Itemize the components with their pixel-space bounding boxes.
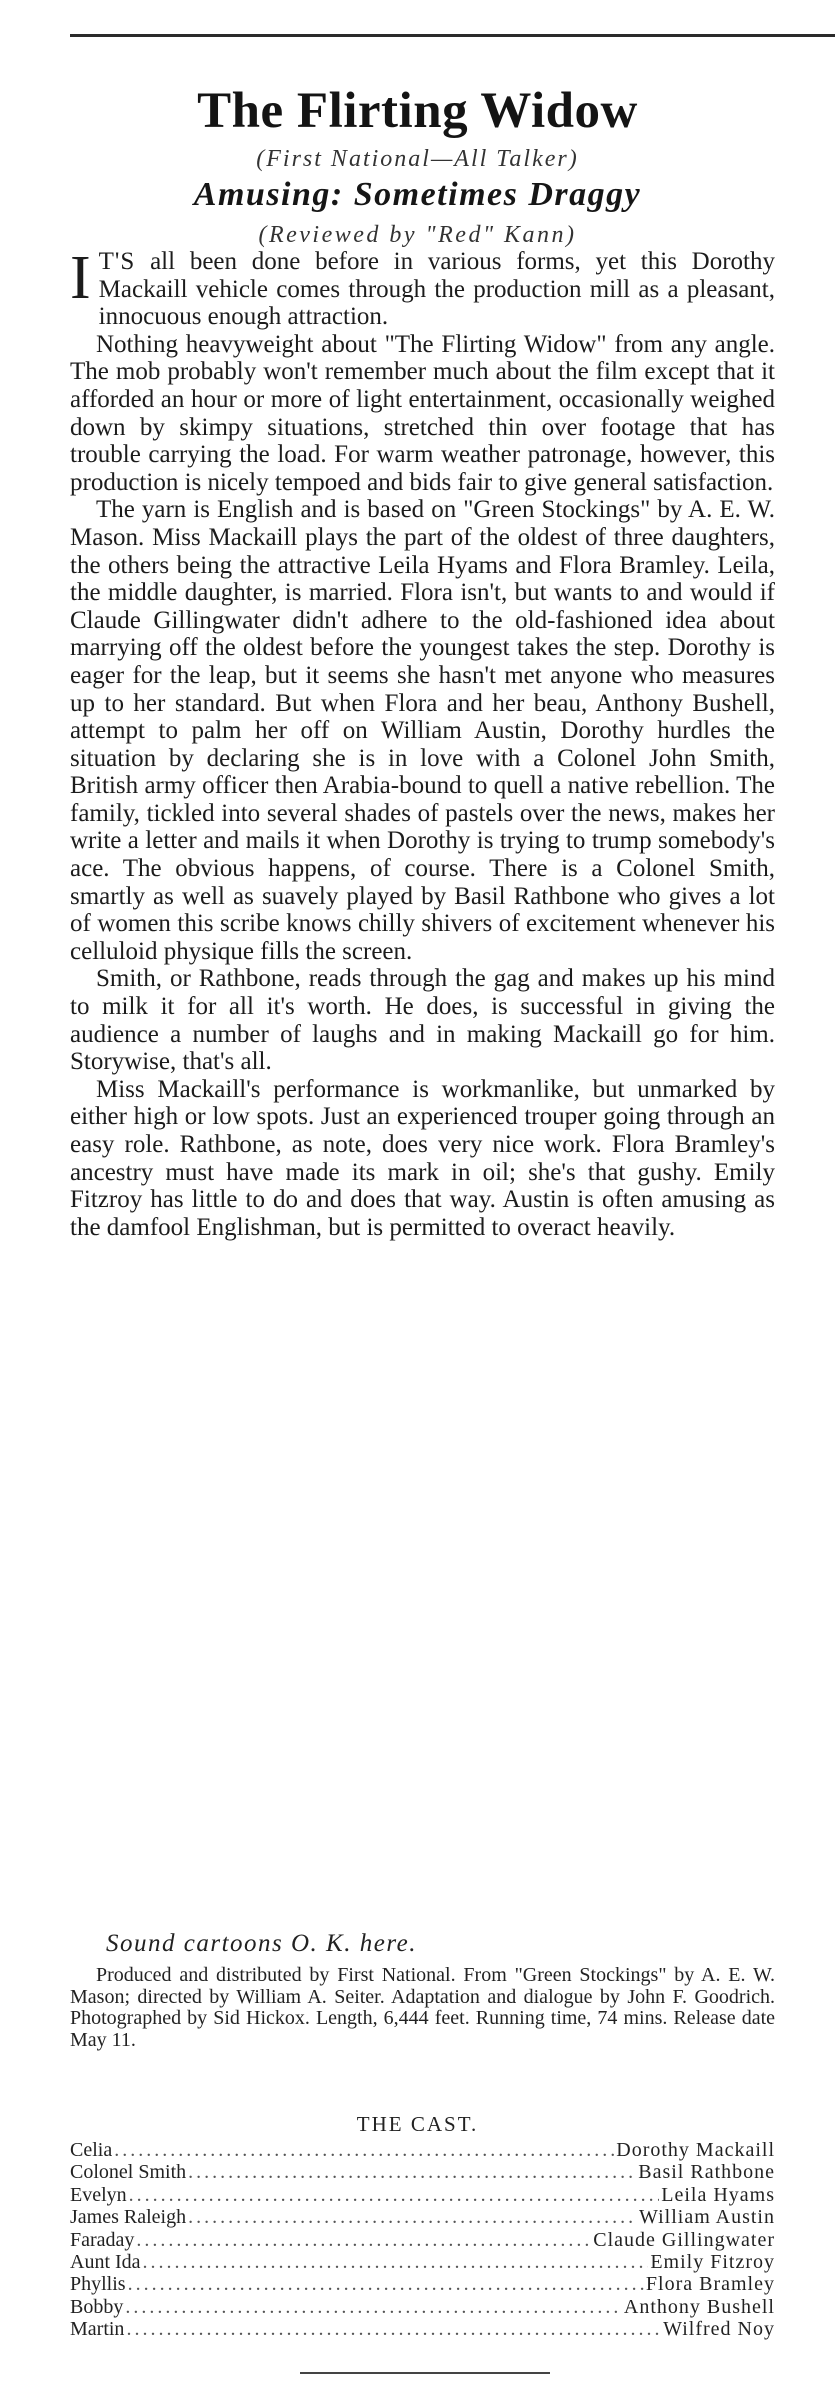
cast-row [70,2184,775,2206]
distributor-line: (First National—All Talker) [256,146,579,172]
top-rule [70,34,835,37]
paragraph-2: Nothing heavyweight about "The Flirting Widow" from any angle. The mob probably won't remember much about the film except that it afforded an hour or more of light entertainment, occasionally weighed down by skimpy situations, stretched thin over footage that has trouble carrying the load. For warm weather patronage, however, this production is nicely tempoed and bids fair to give general satisfaction. [70,330,775,496]
reviewer-line: (Reviewed by "Red" Kann) [258,222,577,248]
leader-dots [126,2318,661,2340]
cast-row [70,2318,775,2340]
paragraph-3: The yarn is English and is based on "Green Stockings" by A. E. W. Mason. Miss Mackaill plays the part of the oldest of three daughters, the others being the attractive Leila Hyams and Flora Bramley. Leila, the middle daughter, is married. Flora isn't, but wants to and would if Claude Gillingwater didn't adhere to the old-fashioned idea about marrying off the oldest before the youngest takes the step. Dorothy is eager for the leap, but it seems she hasn't met anyone who measures up to her standard. But when Flora and her beau, Anthony Bushell, attempt to palm her off on William Austin, Dorothy hurdles the situation by declaring she is in love with a Colonel John Smith, British army officer then Arabia-bound to quell a native rebellion. The family, tickled into several shades of pastels over the news, makes her write a letter and mails it when Dorothy is trying to trump somebody's ace. The obvious happens, of course. There is a Colonel Smith, smartly as well as suavely played by Basil Rathbone who gives a lot of women this scribe knows chilly shivers of excitement whenever his celluloid physique fills the screen. [70,496,775,965]
cast-row [70,2139,775,2161]
paragraph-4: Smith, or Rathbone, reads through the gag and makes up his mind to milk it for all it's worth. He does, is successful in giving the audience a number of laughs and in making Mackaill go for him. Storywise, that's all. [70,965,775,1076]
drop-cap: I [70,244,91,312]
lead-in: T'S [98,248,136,275]
cast-role: Faraday [70,2228,135,2251]
cast-role: Bobby [70,2295,124,2318]
credits-text: Produced and distributed by First National. From "Green Stockings" by A. E. W. Mason; directed by William A. Seiter. Adaptation and dialogue by John F. Goodrich. Photographed by Sid Hickox. Length, 6,444 feet. Running time, 74 mins. Release date May 11. [70,1964,775,2052]
leader-dots [114,2139,614,2161]
cast-role: Aunt Ida [70,2250,141,2273]
leader-dots [125,2296,622,2318]
paragraph-1 [70,244,775,331]
cast-role: James Raleigh [70,2206,187,2229]
leader-dots [136,2229,591,2251]
leader-dots [143,2251,649,2273]
cast-list [70,2139,775,2341]
cast-actor: Dorothy Mackaill [616,2139,775,2161]
cast-role: Evelyn [70,2183,127,2206]
leader-dots [128,2273,644,2295]
cast-actor: Basil Rathbone [638,2161,775,2184]
cast-role: Celia [70,2139,113,2161]
leader-dots [188,2161,636,2183]
review-title: The Flirting Widow [197,83,638,139]
paragraph-5: Miss Mackaill's performance is workmanlike, but unmarked by either high or low spots. Just an experienced trouper going through an easy role. Rathbone, as note, does very nice work. Flora Bramley's ancestry must have made its mark in oil; she's that gushy. Emily Fitzroy has little to do and does that way. Austin is often amusing as the damfool Englishman, but is permitted to overact heavily. [70,1075,775,1241]
bottom-rule [300,2372,550,2374]
cast-heading: THE CAST. [356,2112,479,2136]
leader-dots [129,2184,660,2206]
cast-role: Phyllis [70,2273,126,2296]
cast-actor: Flora Bramley [645,2273,775,2296]
cast-role: Colonel Smith [70,2161,187,2184]
review-body [70,244,775,1241]
cast-row [70,2251,775,2273]
leader-dots [188,2206,637,2228]
cast-actor: Anthony Bushell [623,2295,775,2318]
cast-row [70,2206,775,2228]
review-verdict: Amusing: Sometimes Draggy [193,176,642,213]
cast-actor: Wilfred Noy [663,2318,775,2341]
cast-row [70,2161,775,2183]
cast-actor: Claude Gillingwater [593,2228,775,2251]
production-credits [70,1965,775,2052]
sound-note: Sound cartoons O. K. here. [106,1930,417,1957]
cast-actor: Leila Hyams [661,2183,775,2206]
paragraph-1-text: all been done before in various forms, yet this Dorothy Mackaill vehicle comes through the production mill as a pleasant, innocuous enough attraction. [98,248,775,331]
cast-row [70,2296,775,2318]
cast-role: Martin [70,2318,125,2341]
cast-actor: Emily Fitzroy [650,2250,775,2273]
cast-row [70,2229,775,2251]
cast-actor: William Austin [639,2206,775,2229]
cast-row [70,2273,775,2295]
